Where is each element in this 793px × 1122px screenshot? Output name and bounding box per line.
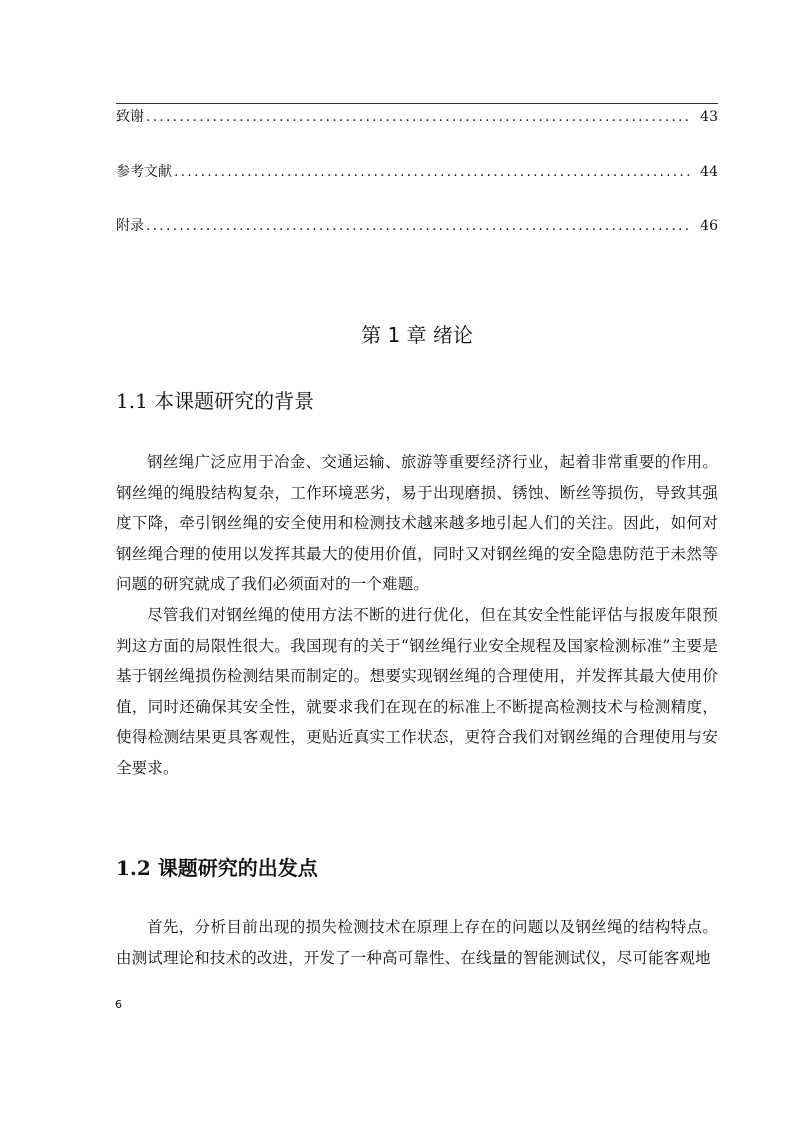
toc-title: 致谢: [116, 109, 144, 125]
toc-title: 参考文献: [116, 164, 172, 180]
body-paragraph: 尽管我们对钢丝绳的使用方法不断的进行优化，但在其安全性能评估与报废年限预判这方面的局限性很大。我国现有的关于“钢丝绳行业安全规程及国家检测标准”主要是基于钢丝绳损伤检测结果而制定的。想要实现钢丝绳的合理使用，并发挥其最大使用价值，同时还确保其安全性，就要求我们在现在的标准上不断提高检测技术与检测精度，使得检测结果更具客观性，更贴近真实工作状态，更符合我们对钢丝绳的合理使用与安全要求。: [116, 606, 718, 777]
toc-leader-dots: [174, 160, 692, 184]
header-rule: [116, 103, 718, 104]
toc-page-number: 44: [700, 164, 718, 180]
toc-entry-acknowledgements[interactable]: [116, 105, 718, 129]
toc-title: 附录: [116, 218, 144, 234]
toc-page-number: 46: [700, 218, 718, 234]
toc-leader-dots: [146, 214, 692, 238]
toc-entry-references[interactable]: [116, 160, 718, 184]
section-heading-1-2: 1.2 课题研究的出发点: [116, 856, 318, 880]
toc-page-number: 43: [700, 109, 718, 125]
body-paragraph: 钢丝绳广泛应用于冶金、交通运输、旅游等重要经济行业，起着非常重要的作用。钢丝绳的绳股结构复杂，工作环境恶劣，易于出现磨损、锈蚀、断丝等损伤，导致其强度下降，牵引钢丝绳的安全使用和检测技术越来越多地引起人们的关注。因此，如何对钢丝绳合理的使用以发挥其最大的使用价值，同时又对钢丝绳的安全隐患防范于未然等问题的研究就成了我们必须面对的一个难题。: [116, 453, 718, 594]
page-number: 6: [115, 998, 122, 1011]
toc-leader-dots: [146, 105, 692, 129]
section-heading-1-1: 1.1 本课题研究的背景: [116, 389, 315, 413]
toc-entry-appendix[interactable]: [116, 214, 718, 238]
body-paragraph: 首先，分析目前出现的损失检测技术在原理上存在的问题以及钢丝绳的结构特点。由测试理论和技术的改进，开发了一种高可靠性、在线量的智能测试仪，尽可能客观地: [116, 918, 718, 967]
chapter-title: 第 1 章 绪论: [361, 323, 473, 347]
